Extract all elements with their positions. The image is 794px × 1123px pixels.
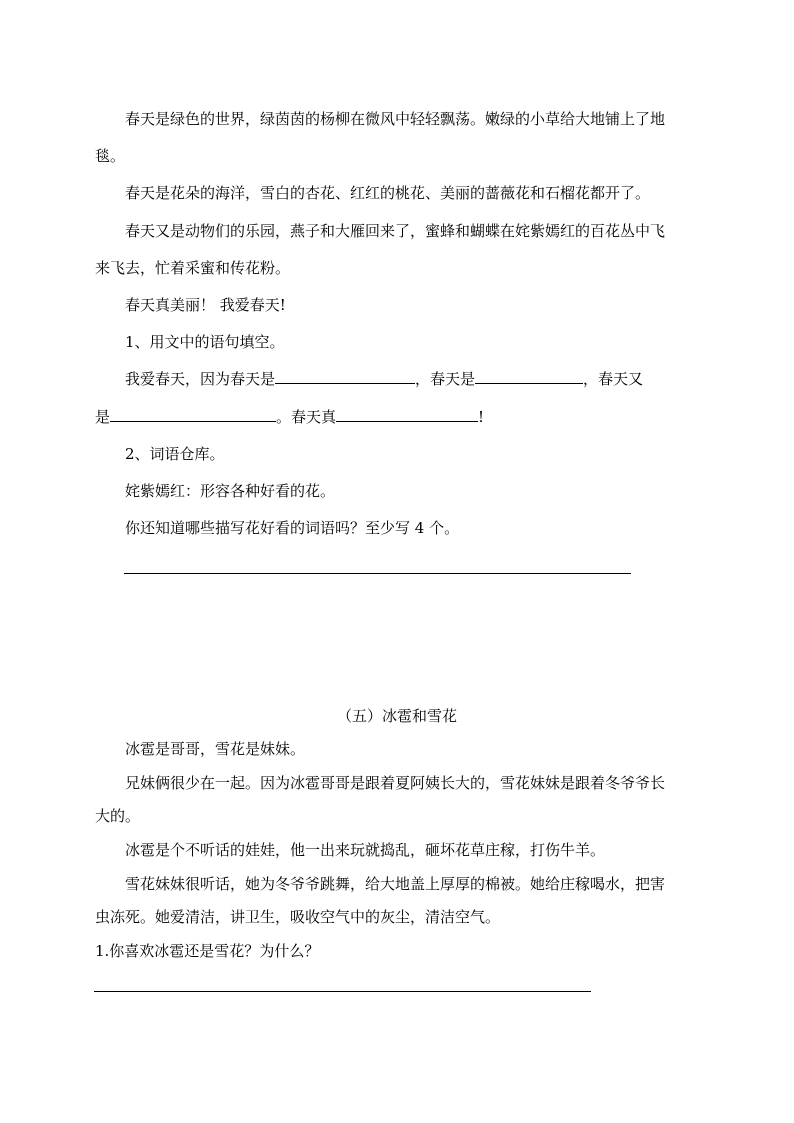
question-1-fill-line-1: [125, 369, 643, 389]
fill-text-c: ，春天又: [583, 370, 644, 388]
fill-text-d: 是: [95, 408, 111, 426]
paragraph-1-line-1: 春天是绿色的世界，绿茵茵的杨柳在微风中轻轻飘荡。嫩绿的小草给大地铺上了地: [125, 110, 666, 128]
paragraph-2-line-2: 大的。: [95, 807, 141, 825]
fill-text-e: 。春天真: [276, 408, 337, 426]
question-1-fill-line-2: [95, 407, 484, 427]
answer-blank-1[interactable]: [275, 369, 415, 384]
section-title: （五）冰雹和雪花: [336, 707, 457, 725]
paragraph-1: 冰雹是哥哥，雪花是妹妹。: [125, 740, 306, 758]
fill-text-f: !: [478, 408, 485, 426]
answer-blank-4[interactable]: [336, 407, 478, 422]
fill-text-a: 我爱春天，因为春天是: [125, 370, 276, 388]
fill-text-b: ，春天是: [415, 370, 476, 388]
paragraph-1-line-2: 毯。: [95, 147, 126, 165]
paragraph-3-line-2: 来飞去，忙着采蜜和传花粉。: [95, 259, 291, 277]
paragraph-2-line-1: 兄妹俩很少在一起。因为冰雹哥哥是跟着夏阿姨长大的，雪花妹妹是跟着冬爷爷长: [125, 774, 666, 792]
paragraph-4: 春天真美丽！ 我爱春天!: [125, 296, 286, 314]
question-1: 1.你喜欢冰雹还是雪花？为什么？: [95, 942, 320, 960]
answer-line-1[interactable]: [124, 573, 631, 574]
paragraph-3: 冰雹是个不听话的娃娃，他一出来玩就捣乱，砸坏花草庄稼，打伤牛羊。: [125, 841, 606, 859]
answer-blank-2[interactable]: [475, 369, 583, 384]
paragraph-2: 春天是花朵的海洋，雪白的杏花、红红的桃花、美丽的蔷薇花和石榴花都开了。: [125, 184, 651, 202]
word-definition: 姹紫嫣红：形容各种好看的花。: [125, 482, 336, 500]
paragraph-3-line-1: 春天又是动物们的乐园，燕子和大雁回来了，蜜蜂和蝴蝶在姹紫嫣红的百花丛中飞: [125, 222, 666, 240]
paragraph-4-line-1: 雪花妹妹很听话，她为冬爷爷跳舞，给大地盖上厚厚的棉被。她给庄稼喝水，把害: [125, 875, 666, 893]
question-1-title: 1、用文中的语句填空。: [125, 333, 285, 351]
question-2-prompt: 你还知道哪些描写花好看的词语吗？至少写 4 个。: [125, 519, 460, 537]
paragraph-4-line-2: 虫冻死。她爱清洁，讲卫生，吸收空气中的灰尘，清洁空气。: [95, 908, 501, 926]
question-2-title: 2、词语仓库。: [125, 445, 225, 463]
answer-blank-3[interactable]: [110, 407, 276, 422]
answer-line-2[interactable]: [94, 991, 591, 992]
